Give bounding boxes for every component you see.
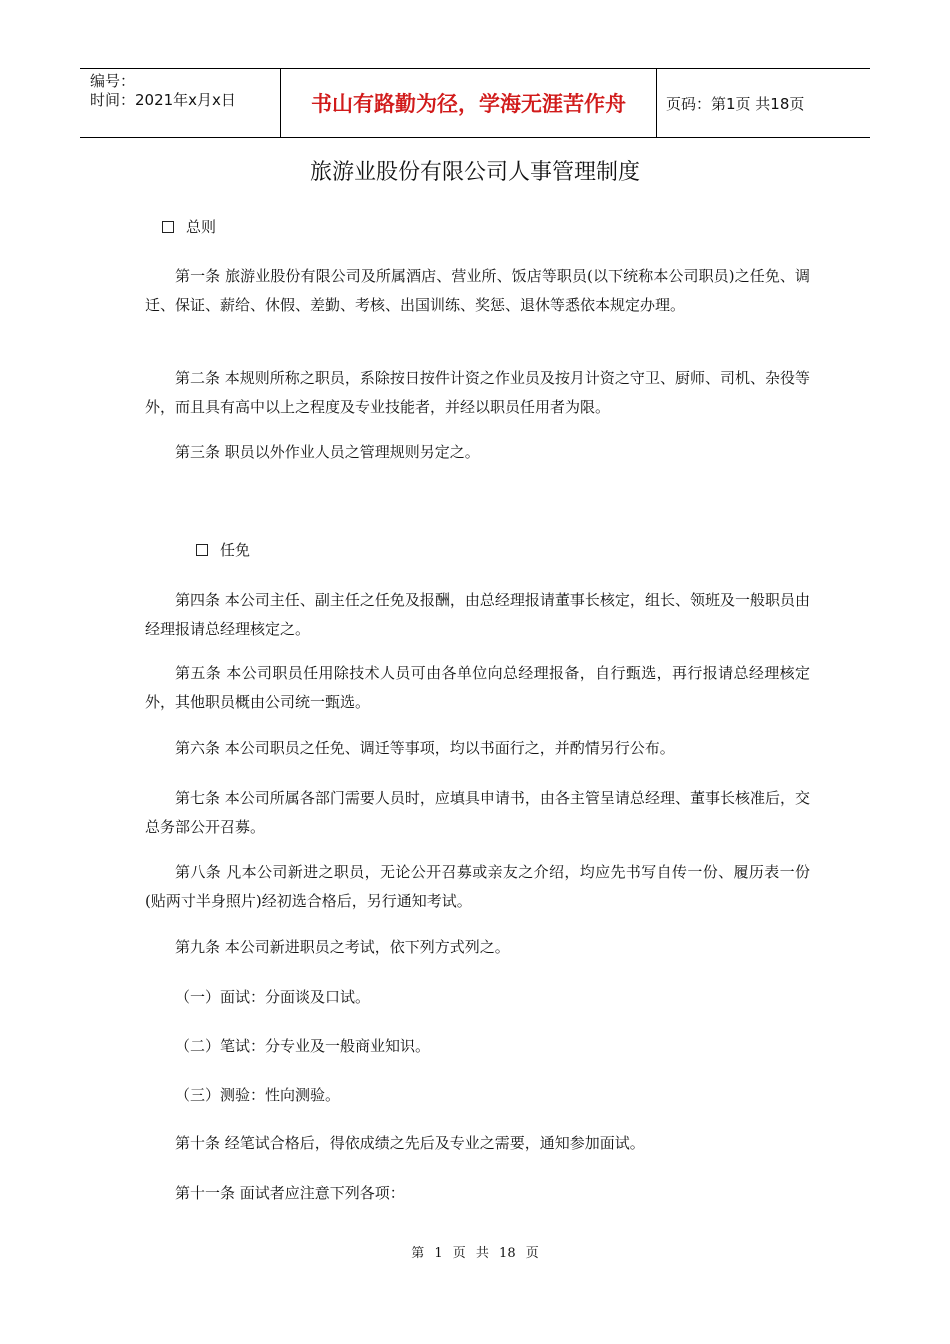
document-header xyxy=(80,68,870,138)
article-2: 第二条 本规则所称之职员，系除按日按件计资之作业员及按月计资之守卫、厨师、司机、杂役等外，而且具有高中以上之程度及专业技能者，并经以职员任用者为限。 xyxy=(145,369,810,416)
article-11: 第十一条 面试者应注意下列各项： xyxy=(175,1184,405,1202)
article-10: 第十条 经笔试合格后，得依成绩之先后及专业之需要，通知参加面试。 xyxy=(175,1134,645,1152)
article-7: 第七条 本公司所属各部门需要人员时，应填具申请书，由各主管呈请总经理、董事长核准后，交总务部公开召募。 xyxy=(145,789,810,836)
document-title: 旅游业股份有限公司人事管理制度 xyxy=(309,160,640,185)
header-divider xyxy=(656,69,657,137)
article-6: 第六条 本公司职员之任免、调迁等事项，均以书面行之，并酌情另行公布。 xyxy=(175,739,675,757)
section-label: 任免 xyxy=(220,541,251,559)
article-8: 第八条 凡本公司新进之职员，无论公开召募或亲友之介绍，均应先书写自传一份、履历表一份(贴两寸半身照片)经初选合格后，另行通知考试。 xyxy=(145,863,810,910)
page-footer: 第 1 页 共 18 页 xyxy=(411,1246,539,1261)
section-heading-general xyxy=(162,216,216,238)
checkbox-icon xyxy=(162,221,174,233)
list-item-aptitude-test: （三）测验：性向测验。 xyxy=(175,1086,341,1104)
article-4: 第四条 本公司主任、副主任之任免及报酬，由总经理报请董事长核定，组长、领班及一般职员由经理报请总经理核定之。 xyxy=(145,591,810,638)
header-time: 时间：2021年x月x日 xyxy=(90,91,236,109)
section-heading-appointment xyxy=(196,539,250,561)
article-1: 第一条 旅游业股份有限公司及所属酒店、营业所、饭店等职员(以下统称本公司职员)之任免、调迁、保证、薪给、休假、差勤、考核、出国训练、奖惩、退休等悉依本规定办理。 xyxy=(145,267,810,314)
header-meta xyxy=(90,72,280,110)
header-page-info: 页码：第1页 共18页 xyxy=(666,95,805,113)
section-label: 总则 xyxy=(186,218,217,236)
checkbox-icon xyxy=(196,544,208,556)
article-3: 第三条 职员以外作业人员之管理规则另定之。 xyxy=(175,443,480,461)
list-item-written-test: （二）笔试：分专业及一般商业知识。 xyxy=(175,1037,431,1055)
list-item-interview: （一）面试：分面谈及口试。 xyxy=(175,988,371,1006)
article-9: 第九条 本公司新进职员之考试，依下列方式列之。 xyxy=(175,938,510,956)
header-motto: 书山有路勤为径，学海无涯苦作舟 xyxy=(311,92,626,116)
article-5: 第五条 本公司职员任用除技术人员可由各单位向总经理报备，自行甄选，再行报请总经理核定外，其他职员概由公司统一甄选。 xyxy=(145,664,810,711)
header-code: 编号： xyxy=(90,72,136,90)
